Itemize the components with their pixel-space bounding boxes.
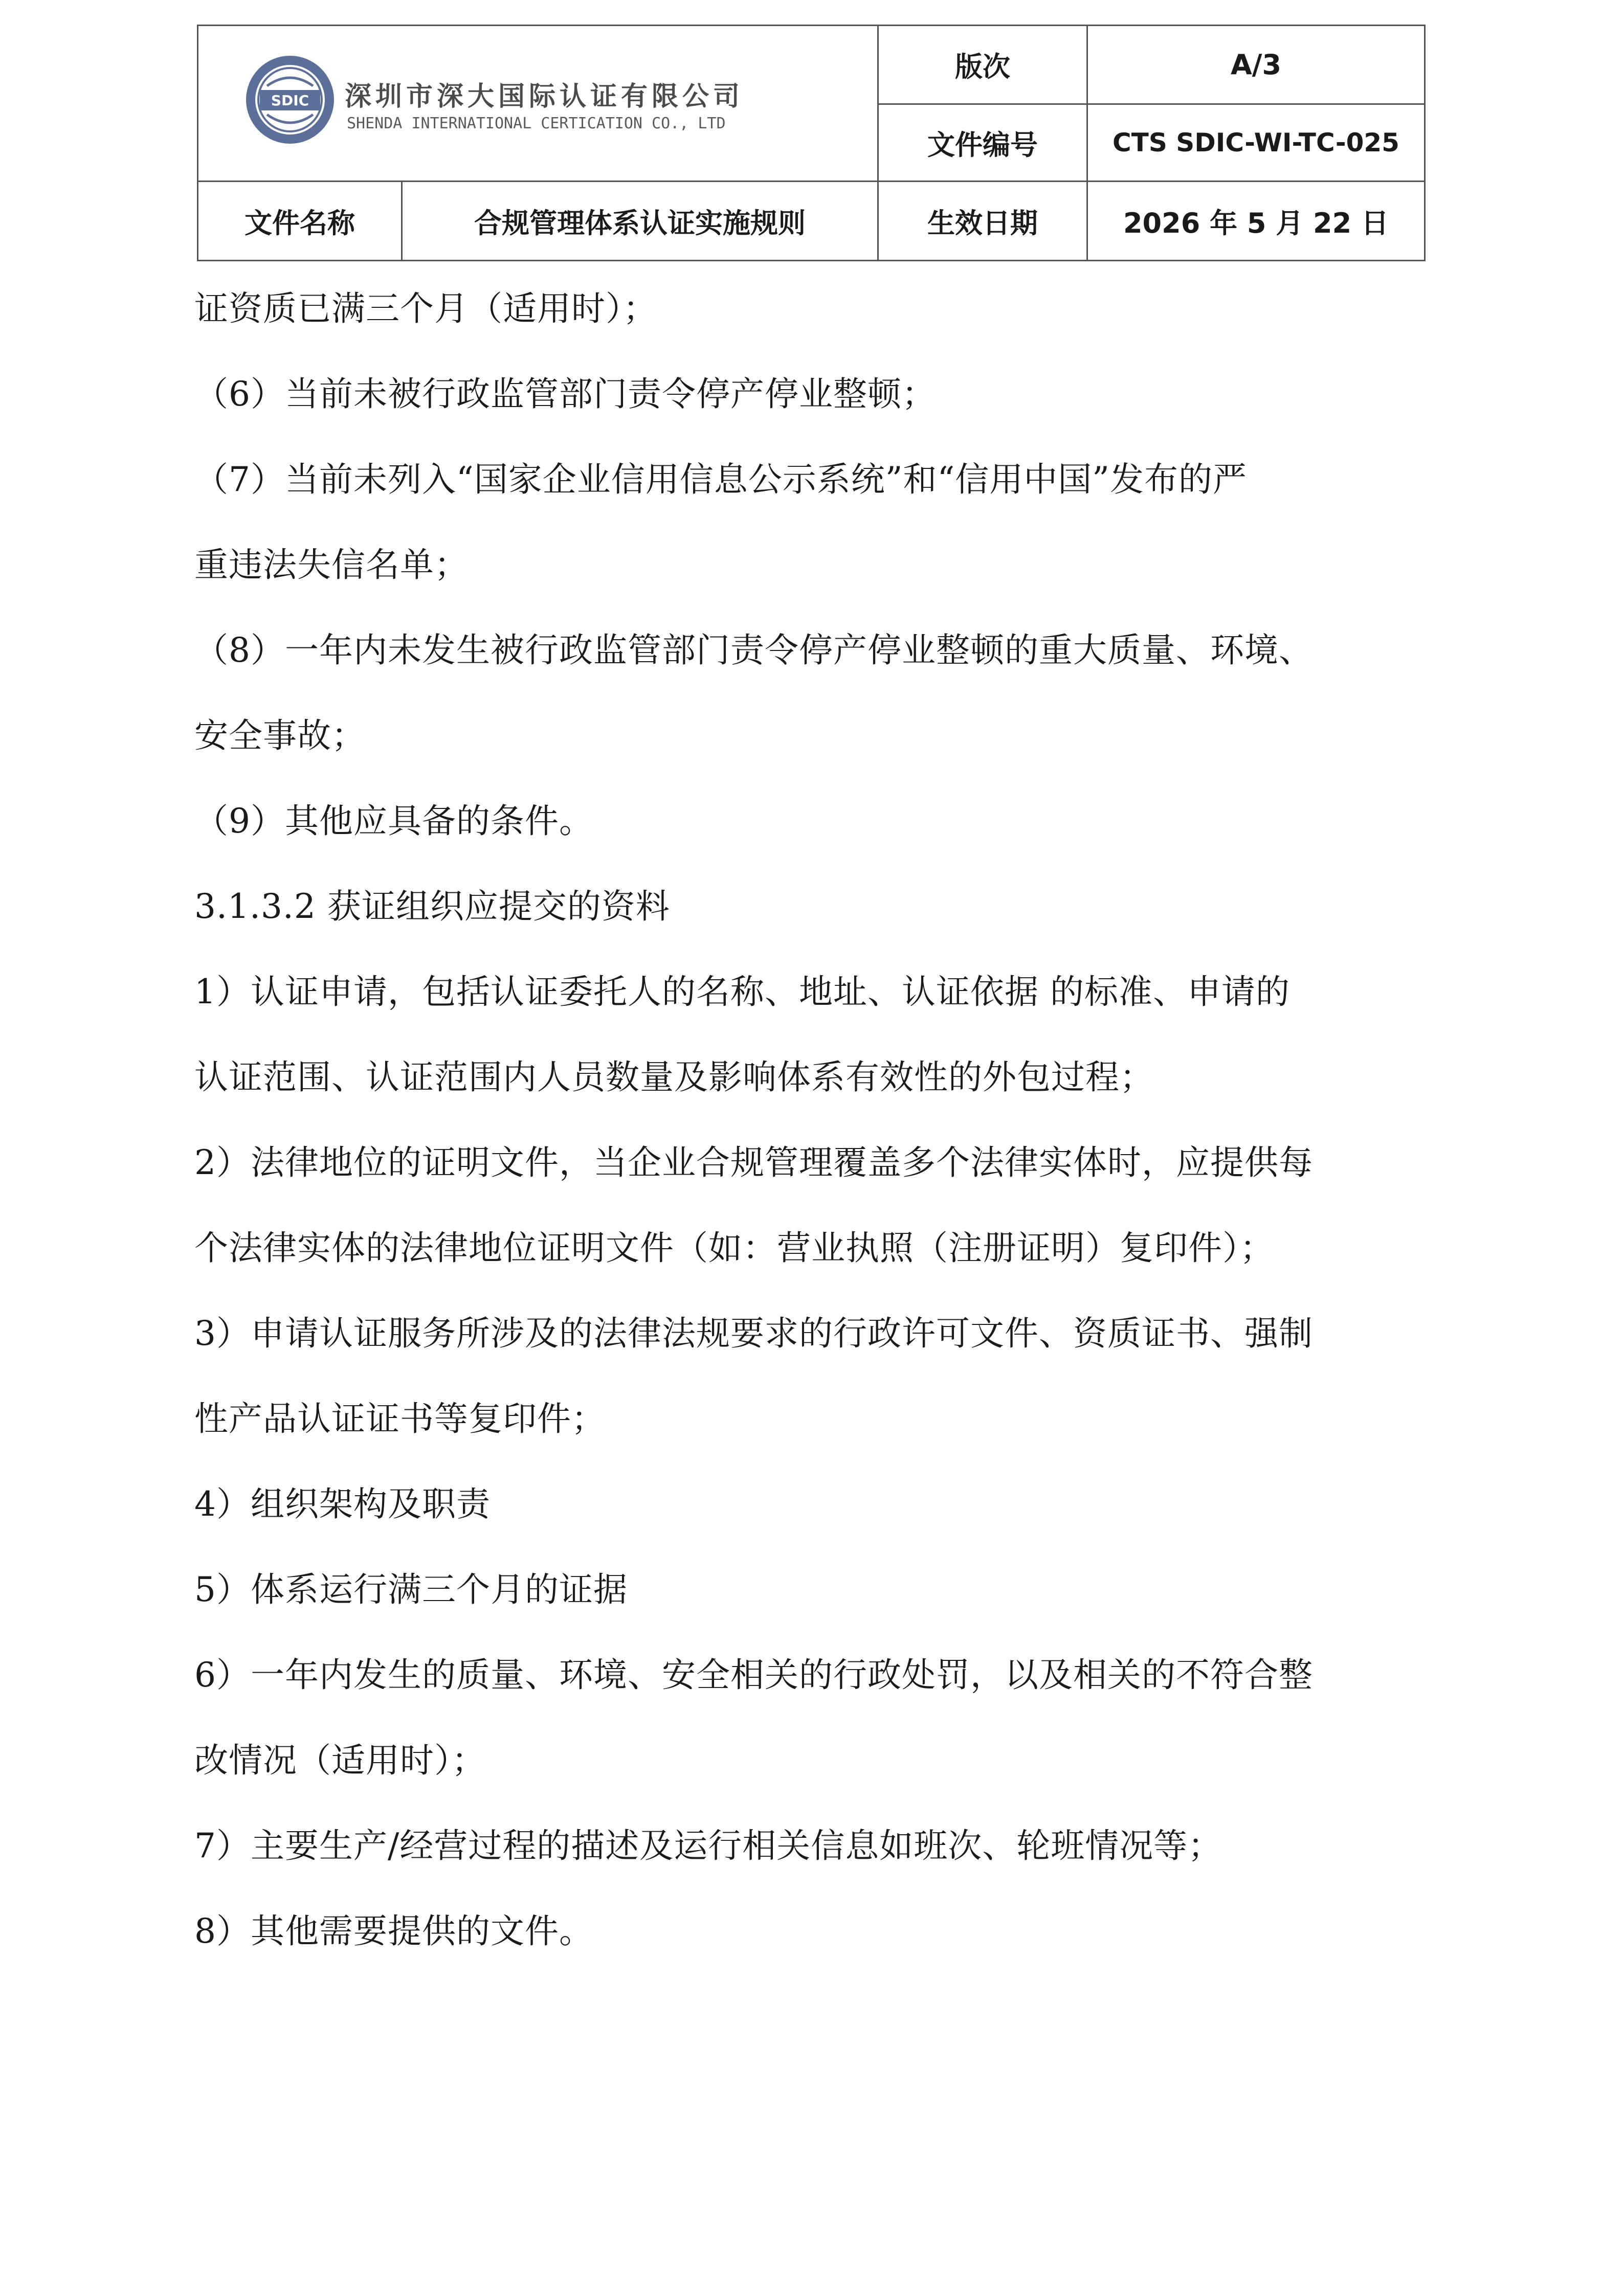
company-seal-icon <box>244 54 336 145</box>
body-line: （9）其他应具备的条件。 <box>194 801 593 841</box>
body-line: 重违法失信名单； <box>194 545 469 584</box>
body-line: 认证范围、认证范围内人员数量及影响体系有效性的外包过程； <box>194 1057 1154 1097</box>
body-line: 证资质已满三个月（适用时）； <box>194 289 657 328</box>
document-body <box>194 266 1442 1974</box>
body-line: 性产品认证证书等复印件； <box>194 1399 606 1438</box>
version-label: 版次 <box>955 51 1010 83</box>
company-name-cn: 深圳市深大国际认证有限公司 <box>345 81 744 112</box>
logo-badge-text: SDIC <box>271 92 309 109</box>
body-line: 1）认证申请，包括认证委托人的名称、地址、认证依据 的标准、申请的 <box>194 972 1290 1011</box>
company-logo <box>244 54 909 177</box>
doc-number-label: 文件编号 <box>927 128 1038 161</box>
body-line: （8）一年内未发生被行政监管部门责令停产停业整顿的重大质量、环境、 <box>194 631 1313 670</box>
body-line: 个法律实体的法律地位证明文件（如：营业执照（注册证明）复印件）； <box>194 1228 1274 1268</box>
body-line: 2）法律地位的证明文件，当企业合规管理覆盖多个法律实体时，应提供每 <box>194 1143 1313 1182</box>
body-line: 4）组织架构及职责 <box>194 1484 491 1524</box>
doc-number-value: CTS SDIC-WI-TC-025 <box>1113 128 1399 157</box>
doc-name-label: 文件名称 <box>244 207 355 239</box>
body-line: 6）一年内发生的质量、环境、安全相关的行政处罚，以及相关的不符合整 <box>194 1655 1313 1695</box>
body-line: 8）其他需要提供的文件。 <box>194 1911 593 1951</box>
version-value: A/3 <box>1230 49 1282 81</box>
effective-date-label: 生效日期 <box>927 207 1038 239</box>
body-line: 3）申请认证服务所涉及的法律法规要求的行政许可文件、资质证书、强制 <box>194 1314 1313 1353</box>
body-line: 安全事故； <box>194 716 366 755</box>
doc-name-value: 合规管理体系认证实施规则 <box>474 207 806 239</box>
body-line: 5）体系运行满三个月的证据 <box>194 1570 628 1609</box>
body-line: （6）当前未被行政监管部门责令停产停业整顿； <box>194 374 936 414</box>
company-name-en: SHENDA INTERNATIONAL CERTICATION CO., LTD <box>347 115 726 132</box>
section-heading: 3.1.3.2 获证组织应提交的资料 <box>194 887 670 926</box>
body-line: （7）当前未列入“国家企业信用信息公示系统”和“信用中国”发布的严 <box>194 460 1247 499</box>
body-line: 改情况（适用时）； <box>194 1741 486 1780</box>
body-line: 7）主要生产/经营过程的描述及运行相关信息如班次、轮班情况等； <box>194 1826 1222 1865</box>
effective-date-value: 2026 年 5 月 22 日 <box>1123 207 1389 239</box>
document-header-table <box>197 25 1426 261</box>
